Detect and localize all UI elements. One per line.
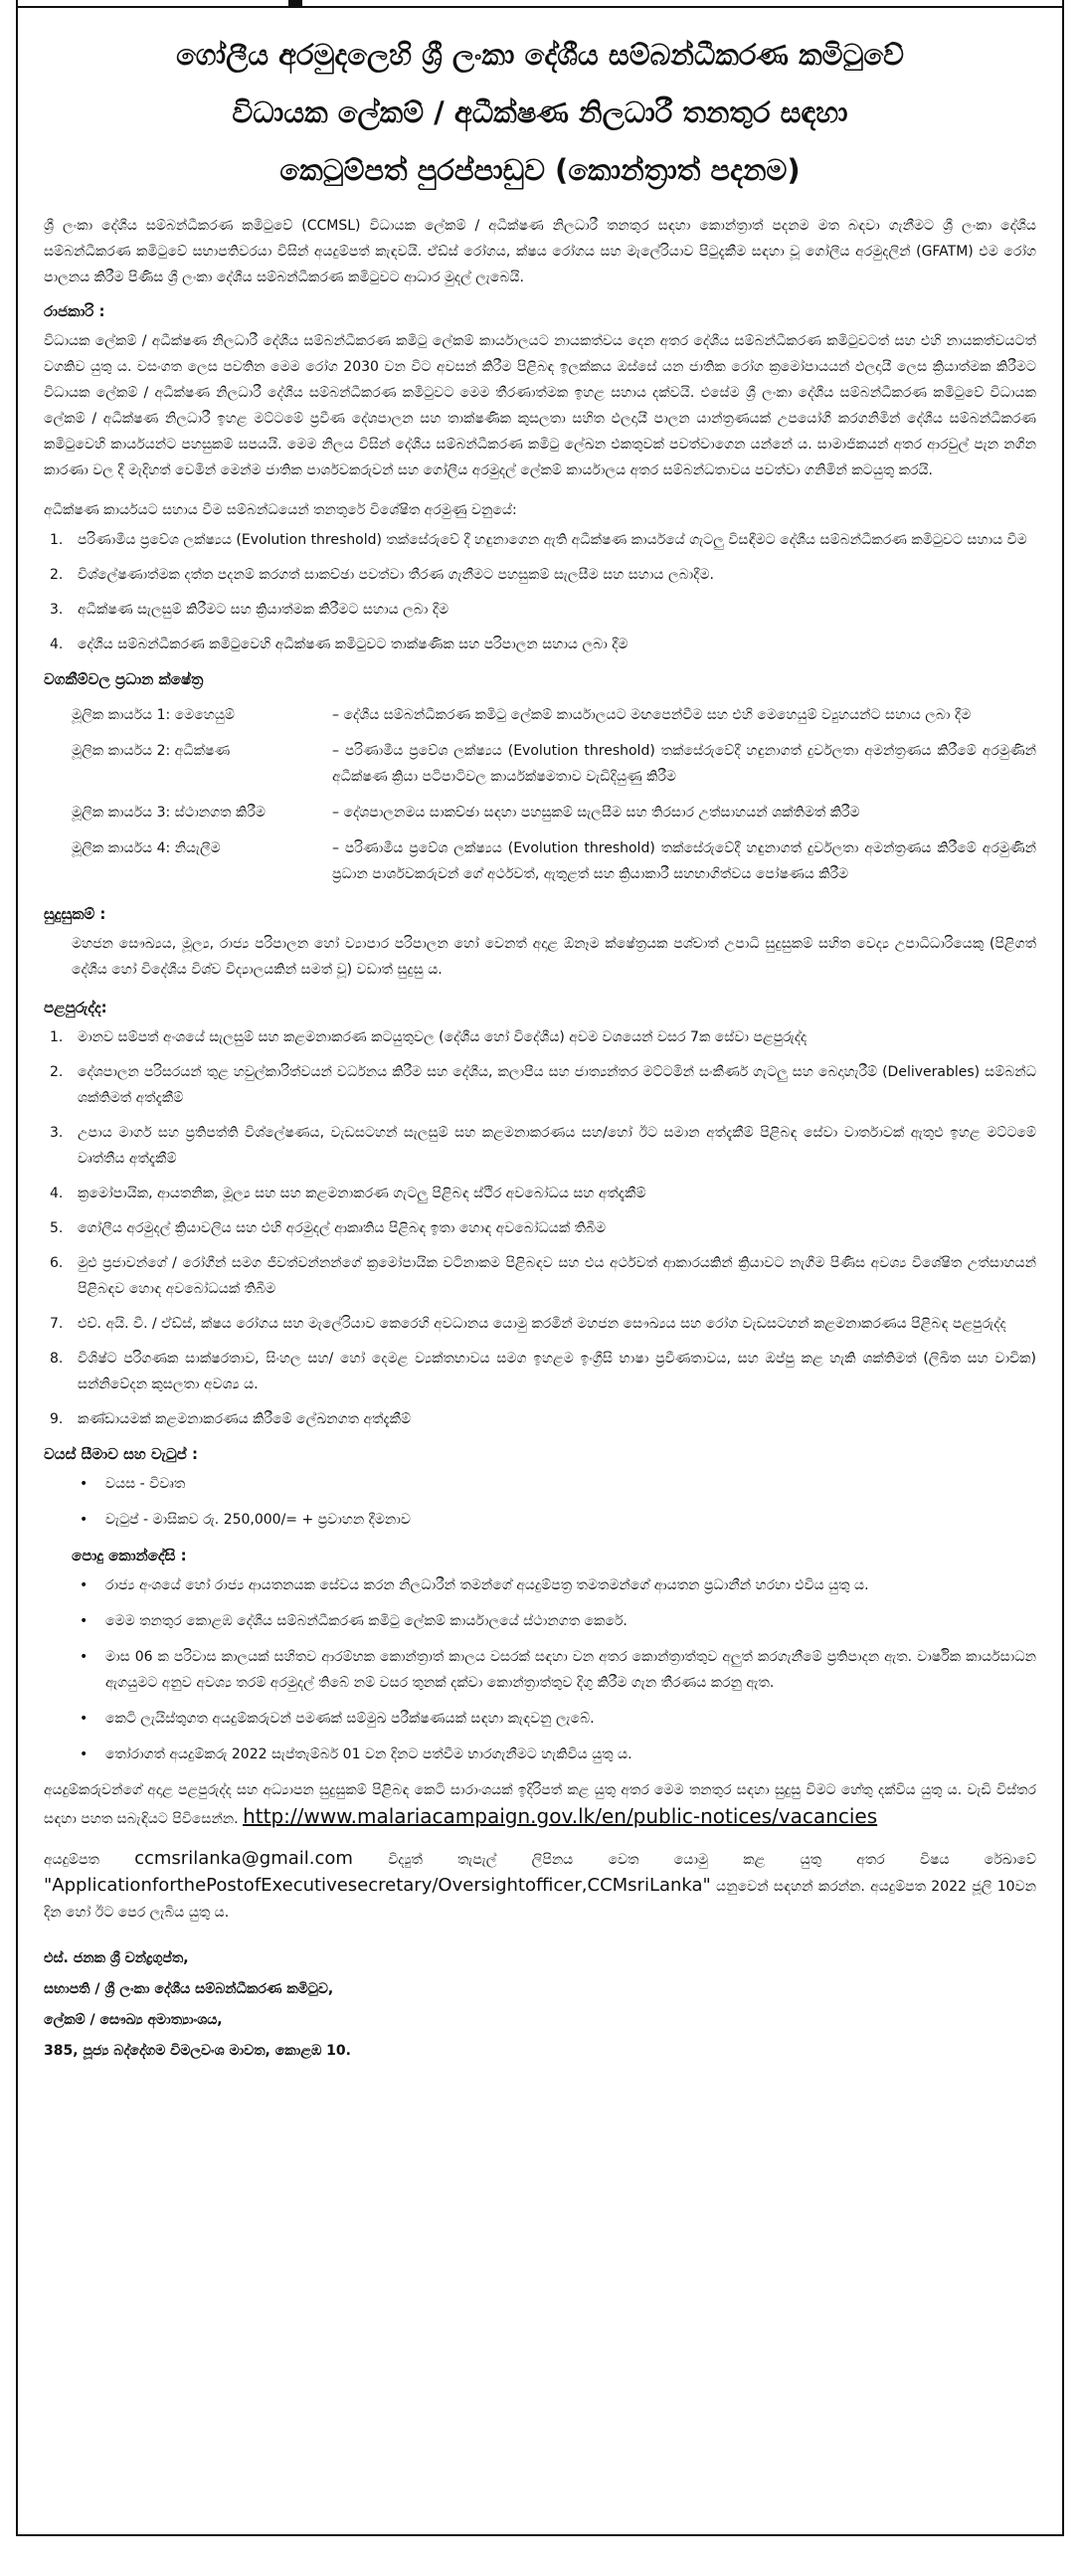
intro-paragraph: ශ්‍රී ලංකා දේශීය සම්බන්ධීකරණ කමිටුවේ (CCMSL) විධායක ලේකම් / අධීක්ෂණ නිලධාරී තනතුර සඳහා කොන්ත්‍රාත් පදනම මත බඳවා ගැනීමට ශ්‍රී ලංකා දේශීය සම්බන්ධීකරණ කමිටුවේ සභාපතිවරයා විසින් අයදුම්පත් කැඳවයි. ඒඩ්ස් රෝගය, ක්ෂය රෝගය සහ මැලේරියාව පිටුදැකීම සඳහා වූ ගෝලීය අරමුදලින් (GFATM) එම රෝග පාලනය කිරීම පිණිස ශ්‍රී ලංකා දේශීය සම්බන්ධීකරණ කමිටුවට ආධාර මුදල් ලැබෙයි.: [44, 218, 1036, 285]
qualifications-paragraph: මහජන සෞඛ්‍යය, මූල්‍ය, රාජ්‍ය පරිපාලන හෝ ව්‍යාපාර පරිපාලන හෝ වෙනත් අදාළ ඕනෑම ක්ෂේත්‍රයක පශ්චාත් උපාධි සුදුසුකම් සහිත වෙද්‍ය උපාධිධාරියෙකු (පිළිගත් දේශීය හෝ විදේශීය විශ්ව විද්‍යාලයකින් සමත් වූ) වඩාත් සුදුසු ය.: [72, 936, 1036, 978]
list-item: [44, 1120, 1036, 1172]
item-text: කණ්ඩායමක් කළමනාකරණය කිරීමේ ලේඛනගත අත්දැකීම්: [78, 1411, 412, 1427]
list-item: [44, 1572, 1036, 1598]
item-text: උපාය මාර්ග සහ ප්‍රතිපත්ති විශ්ලේෂණය, වැඩසටහන් සැලසුම් සහ කළමනාකරණය සහ/හෝ ඊට සමාන අත්දැකීම් පිළිබඳ සේවා වාර්තාවක් ඇතුළු ඉහළ මට්ටමේ වෘත්තීය අත්දැකීම්: [78, 1125, 1036, 1167]
function-name: මූලික කාර්යය 4: නියැලීම: [72, 840, 221, 856]
bullet-icon: •: [80, 1512, 89, 1528]
duties-heading: රාජකාරි :: [44, 302, 105, 320]
signatory-address: 385, පූජ්‍ය බද්දේගම විමලවංශ මාවත, කොළඹ 10.: [44, 2043, 351, 2059]
item-number: 2.: [50, 1064, 64, 1080]
item-text: වැටුප් - මාසිකව රු. 250,000/= + ප්‍රවාහන දීමනාව: [105, 1512, 411, 1528]
list-item: [44, 1471, 1036, 1497]
list-item: [44, 1250, 1036, 1302]
list-item: [44, 632, 1036, 657]
age-salary-heading: වයස් සීමාව සහ වැටුප් :: [44, 1445, 199, 1463]
function-name: මූලික කාර්යය 2: අධීක්ෂණ: [72, 743, 231, 759]
top-border: [18, 0, 1062, 8]
item-text: කෙටි ලැයිස්තුගත අයදුම්කරුවන් පමණක් සම්මුඛ පරීක්ෂණයක් සඳහා කැඳවනු ලැබේ.: [105, 1711, 595, 1727]
function-row: [44, 800, 1036, 826]
function-row: [44, 835, 1036, 887]
item-text: මුළු ප්‍රජාවන්ගේ / රෝගීන් සමග ජීවත්වන්නන්ගේ ක්‍රමෝපායික වටිනාකම පිළිබඳව සහ එය අර්ථවත් ආකාරයකින් ක්‍රියාවට නැගීම පිණිස අවශ්‍ය විශේෂිත උත්සාහයන් පිළිබඳව හොඳ අවබෝධයක් තිබීම: [78, 1255, 1036, 1297]
submission-prefix: අයදුම්පත: [44, 1852, 99, 1868]
item-number: 4.: [50, 637, 64, 652]
conditions-heading: පොදු කොන්දේසි :: [72, 1547, 187, 1564]
signatory-name: එස්. ජනක ශ්‍රී චන්ද්‍රගුප්ත,: [44, 1950, 189, 1966]
email-address[interactable]: ccmsrilanka@gmail.com: [134, 1848, 353, 1869]
item-number: 5.: [50, 1220, 64, 1236]
item-text: ගෝලීය අරමුදල් ක්‍රියාවලිය සහ එහි අරමුදල් ආකෘතිය පිළිබඳ ඉතා හොඳ අවබෝධයක් තිබීම: [78, 1220, 607, 1236]
list-item: [44, 1406, 1036, 1432]
item-text: දේශීය සම්බන්ධීකරණ කමිටුවෙහි අධීක්ෂණ කමිටුවට තාක්ෂණික සහ පරිපාලන සහාය ලබා දීම: [78, 637, 629, 652]
function-description: – දේශීය සම්බන්ධීකරණ කමිටු ලේකම් කාර්යාලයට මඟපෙන්වීම සහ එහි මෙහෙයුම් ව්‍යුහයන්ට සහාය ලබා දීම: [332, 707, 972, 723]
title-line-3: කෙටුම්පත් පුරප්පාඩුව (කොන්ත්‍රාත් පදනම): [279, 153, 801, 187]
signatory-office: ලේකම් / සෞඛ්‍ය අමාත්‍යාංශය,: [44, 2012, 223, 2028]
qualifications-heading: සුදුසුකම් :: [44, 905, 106, 923]
list-item: [44, 562, 1036, 588]
function-description: – දේශපාලනමය සාකච්ඡා සඳහා පහසුකම් සැලසීම සහ තිරසාර උත්සාහයන් ශක්තිමත් කිරීම: [332, 805, 860, 821]
item-text: මානව සම්පත් අංශයේ සැලසුම් සහ කළමනාකරණ කටයුතුවල (දේශීය හෝ විදේශීය) අවම වශයෙන් වසර 7ක සේවා පළපුරුද්ද: [78, 1029, 808, 1045]
oversight-list: [44, 527, 1036, 657]
vacancies-link[interactable]: http://www.malariacampaign.gov.lk/en/public-notices/vacancies: [243, 1804, 878, 1828]
item-text: වයස - විවෘත: [105, 1476, 186, 1492]
list-item: [44, 1608, 1036, 1634]
application-submission: [44, 1846, 1036, 1926]
item-text: පරිණාමීය ප්‍රවේශ ලක්ෂ්‍යය (Evolution threshold) තක්සේරුවේ දී හඳුනාගෙන ඇති අධීක්ෂණ කාර්යයේ ගැටලු විසඳීමට දේශීය සම්බන්ධීකරණ කමිටුවට සහාය වීම: [78, 532, 1027, 548]
oversight-intro: අධීක්ෂණ කාර්යයට සහාය වීම සම්බන්ධයෙන් තනතුරේ විශේෂිත අරමුණු වනුයේ:: [44, 502, 517, 518]
item-number: 3.: [50, 1125, 64, 1141]
item-text: එච්. අයි. වී. / ඒඩ්ස්, ක්ෂය රෝගය සහ මැලේරියාව කෙරෙහි අවධානය යොමු කරමින් මහජන සෞඛ්‍යය සහ රෝග වැඩසටහන් කළමනාකරණය පිළිබඳ පළපුරුද්ද: [78, 1316, 1006, 1332]
title-line-2: විධායක ලේකම් / අධීක්ෂණ නිලධාරී තනතුර සඳහා: [232, 95, 848, 129]
application-text: අයදුම්කරුවන්ගේ අදාළ පළපුරුද්ද සහ අධ්‍යාපන සුදුසුකම් පිළිබඳ කෙටි සාරාංශයක් ඉදිරිපත් කළ යුතු අතර මෙම තනතුර සඳහා සුදුසු විමට හේතු දක්විය යුතු ය. වැඩි විස්තර සඳහා පහත සබැඳියට පිවිසෙන්න.: [44, 1782, 1036, 1827]
item-text: විශිෂ්ට පරිගණක සාක්ෂරතාව, සිංහල සහ/ හෝ දෙමළ ව්‍යක්තභාවය සමග ඉහළම ඉංග්‍රීසි භාෂා ප්‍රවීණතාවය, සහ ඔප්පු කළ හැකි ශක්තිමත් (ලිඛිත සහ වාචික) සන්නිවේදන කුසලතා අවශ්‍ය ය.: [78, 1351, 1036, 1392]
list-item: [44, 1024, 1036, 1050]
item-text: ක්‍රමෝපායික, ආයතනික, මූල්‍ය සහ සහ කළමනාකරණ ගැටලු පිළිබඳ ස්ථිර අවබෝධය සහ අත්දැකීම්: [78, 1186, 646, 1201]
list-item: [44, 1346, 1036, 1397]
list-item: [44, 1742, 1036, 1767]
signatory-title: සභාපති / ශ්‍රී ලංකා දේශීය සම්බන්ධීකරණ කමිටුව,: [44, 1981, 334, 1997]
notice-title: [44, 0, 1036, 199]
list-item: [44, 1181, 1036, 1206]
item-number: 1.: [50, 1029, 64, 1045]
item-text: තෝරාගත් අයදුම්කරු 2022 සැප්තැම්බර් 01 වන දිනට පත්වීම භාරගැනීමට හැකිවිය යුතු ය.: [105, 1747, 632, 1762]
list-item: [44, 1215, 1036, 1241]
functions-heading: වගකීම්වල ප්‍රධාන ක්ෂේත්‍ර: [44, 670, 204, 688]
list-item: [44, 1507, 1036, 1533]
function-description: – පරිණාමීය ප්‍රවේශ ලක්ෂ්‍යය (Evolution threshold) තක්සේරුවේදී හඳුනාගත් දුර්වලතා අමන්ත්‍රණය කිරීමේ අරමුණින් ප්‍රධාන පාර්ශවකරුවන් ගේ අර්ථවත්, ඇතුළත් සහ ක්‍රියාකාරී සහභාගිත්වය පෝෂණය කිරීම: [332, 840, 1036, 882]
list-item: [44, 1311, 1036, 1337]
signature-block: [44, 1943, 1036, 2067]
top-border-mark: [288, 0, 302, 6]
list-item: [44, 527, 1036, 553]
bullet-icon: •: [80, 1476, 89, 1492]
bullet-icon: •: [80, 1711, 89, 1727]
item-text: මෙම තනතුර කොළඹ දේශීය සම්බන්ධීකරණ කමිටු ලේකම් කාර්යාලයේ ස්ථානගත කෙරේ.: [105, 1613, 628, 1629]
experience-heading: පළපුරුද්ද:: [44, 999, 107, 1016]
item-text: මාස 06 ක පරිවාස කාලයක් සහිතව ආරම්භක කොන්ත්‍රාත් කාලය වසරක් සඳහා වන අතර කොන්ත්‍රාත්තුව අලුත් කරගැනීමේ ප්‍රතිපාදන ඇත. වාර්ෂික කාර්යසාධන ඇගයුමට අනුව අවශ්‍ය තරම් අරමුදල් තිබේ නම් වසර තුනක් දක්වා කොන්ත්‍රාත්තුව දිගු කිරීම ගැන තීරණය කරනු ඇත.: [105, 1649, 1036, 1691]
item-text: විශ්ලේෂණාත්මක දත්ත පදනම් කරගත් සාකච්ඡා පවත්වා තීරණ ගැනීමට පහසුකම් සැලසීම සහ සහාය ලබාදීම.: [78, 567, 714, 583]
function-name: මූලික කාර්යය 1: මෙහෙයුම්: [72, 707, 235, 723]
item-number: 4.: [50, 1186, 64, 1201]
list-item: [44, 597, 1036, 623]
subject-line: "ApplicationforthePostofExecutivesecretary/Oversightofficer,CCMsriLanka": [44, 1875, 711, 1896]
title-line-1: ගෝලීය අරමුදලෙහි ශ්‍රී ලංකා දේශීය සම්බන්ධීකරණ කමිටුවේ: [176, 38, 904, 72]
experience-list: [44, 1024, 1036, 1432]
item-text: දේශපාලන පරිසරයන් තුළ හවුල්කාරිත්වයන් වර්ධනය කිරීම සහ දේශීය, කලාපීය සහ ජාත්‍යන්තර මට්ටමින් සංකීර්ණ ගැටලු සහ බෙදාහැරීම් (Deliverables) සම්බන්ධ ශක්තිමත් අත්දැකීම්: [78, 1064, 1036, 1106]
list-item: [44, 1059, 1036, 1111]
conditions-list: [44, 1572, 1036, 1767]
item-number: 2.: [50, 567, 64, 583]
item-number: 3.: [50, 602, 64, 618]
bullet-icon: •: [80, 1747, 89, 1762]
function-row: [44, 738, 1036, 790]
item-number: 6.: [50, 1255, 64, 1271]
application-instructions: [44, 1777, 1036, 1832]
bullet-icon: •: [80, 1649, 89, 1665]
submission-suffix: යනුවෙන් සඳහන් කරන්න. අයදුම්පත 2022 ජූලි 10වන දින හෝ ඊට පෙර ලැබිය යුතු ය.: [44, 1879, 1037, 1921]
list-item: [44, 1644, 1036, 1696]
function-description: – පරිණාමීය ප්‍රවේශ ලක්ෂ්‍යය (Evolution threshold) තක්සේරුවේදී හඳුනාගත් දුර්වලතා අමන්ත්‍රණය කිරීමේ අරමුණින් අධීක්ෂණ ක්‍රියා පටිපාටිවල කාර්යක්ෂමතාව වැඩිදියුණු කිරීම: [332, 743, 1036, 785]
item-number: 1.: [50, 532, 64, 548]
item-number: 7.: [50, 1316, 64, 1332]
bullet-icon: •: [80, 1577, 89, 1593]
item-number: 9.: [50, 1411, 64, 1427]
item-text: රාජ්‍ය අංශයේ හෝ රාජ්‍ය ආයතනයක සේවය කරන නිලධාරීන් තමන්ගේ අයදුම්පත්‍ර තමතමන්ගේ ආයතන ප්‍රධානීන් හරහා එවිය යුතු ය.: [105, 1577, 869, 1593]
age-salary-list: [44, 1471, 1036, 1533]
function-row: [44, 702, 1036, 728]
item-number: 8.: [50, 1351, 64, 1367]
duties-paragraph: විධායක ලේකම් / අධීක්ෂණ නිලධාරී දේශීය සම්බන්ධීකරණ කමිටු ලේකම් කාර්යාලයට නායකත්වය දෙන අතර දේශීය සම්බන්ධීකරණ කමිටුවටත් සහ එහි නායකත්වයටත් වගකිව යුතු ය. වසංගත ලෙස පවතින මෙම රෝග 2030 වන විට අවසන් කිරීම පිළිබඳ ඉලක්කය ඔස්සේ යන ජාතික රෝග ක්‍රමෝපායයන් ඵලදායී ලෙස ක්‍රියාත්මක කිරීමට විධායක ලේකම් / අධීක්ෂණ නිලධාරී දේශීය සම්බන්ධීකරණ කමිටුවට මෙම තීරණාත්මක ඉහළ සහාය දක්වයි. එසේම ශ්‍රී ලංකා දේශීය සම්බන්ධීකරණ කමිටුවේ විධායක ලේකම් / අධීක්ෂණ නිලධාරී ඉහළ මට්ටමේ ප්‍රවීණ දේශපාලන සහ තාක්ෂණික කුසලතා සහිත ඵලදායී පාලන යාන්ත්‍රණයක් උපයෝගී කරගනිමින් දේශීය සම්බන්ධීකරණ කමිටුවෙහි කාර්යයන්ට පහසුකම් සපයයි. මෙම නිලය විසින් දේශීය සම්බන්ධීකරණ කමිටු ලේඛන එකතුවක් පවත්වාගෙන යන්නේ ය. සාමාජිකයන් අතර ආරවුල් පැන නගින කාරණා වල දී මැදිහත් වෙමින් මෙන්ම ජාතික පාර්ශවකරුවන් සහ ගෝලීය අරමුදල් ලේකම් කාර්යාලය අතර සම්බන්ධතාවය පවත්වා ගනිමින් කටයුතු කරයි.: [44, 333, 1036, 478]
list-item: [44, 1706, 1036, 1732]
submission-middle: විද්‍යුත් තැපැල් ලිපිනය වෙත යොමු කළ යුතු අතර විෂය රේඛාවේ: [388, 1852, 1037, 1868]
bottom-border: [18, 2534, 1062, 2536]
item-text: අධීක්ෂණ සැලසුම් කිරීමට සහ ක්‍රියාත්මක කිරීමට සහාය ලබා දීම: [78, 602, 450, 618]
vacancy-notice: [16, 0, 1064, 2536]
bullet-icon: •: [80, 1613, 89, 1629]
function-name: මූලික කාර්යය 3: ස්ථානගත කිරීම: [72, 805, 266, 821]
